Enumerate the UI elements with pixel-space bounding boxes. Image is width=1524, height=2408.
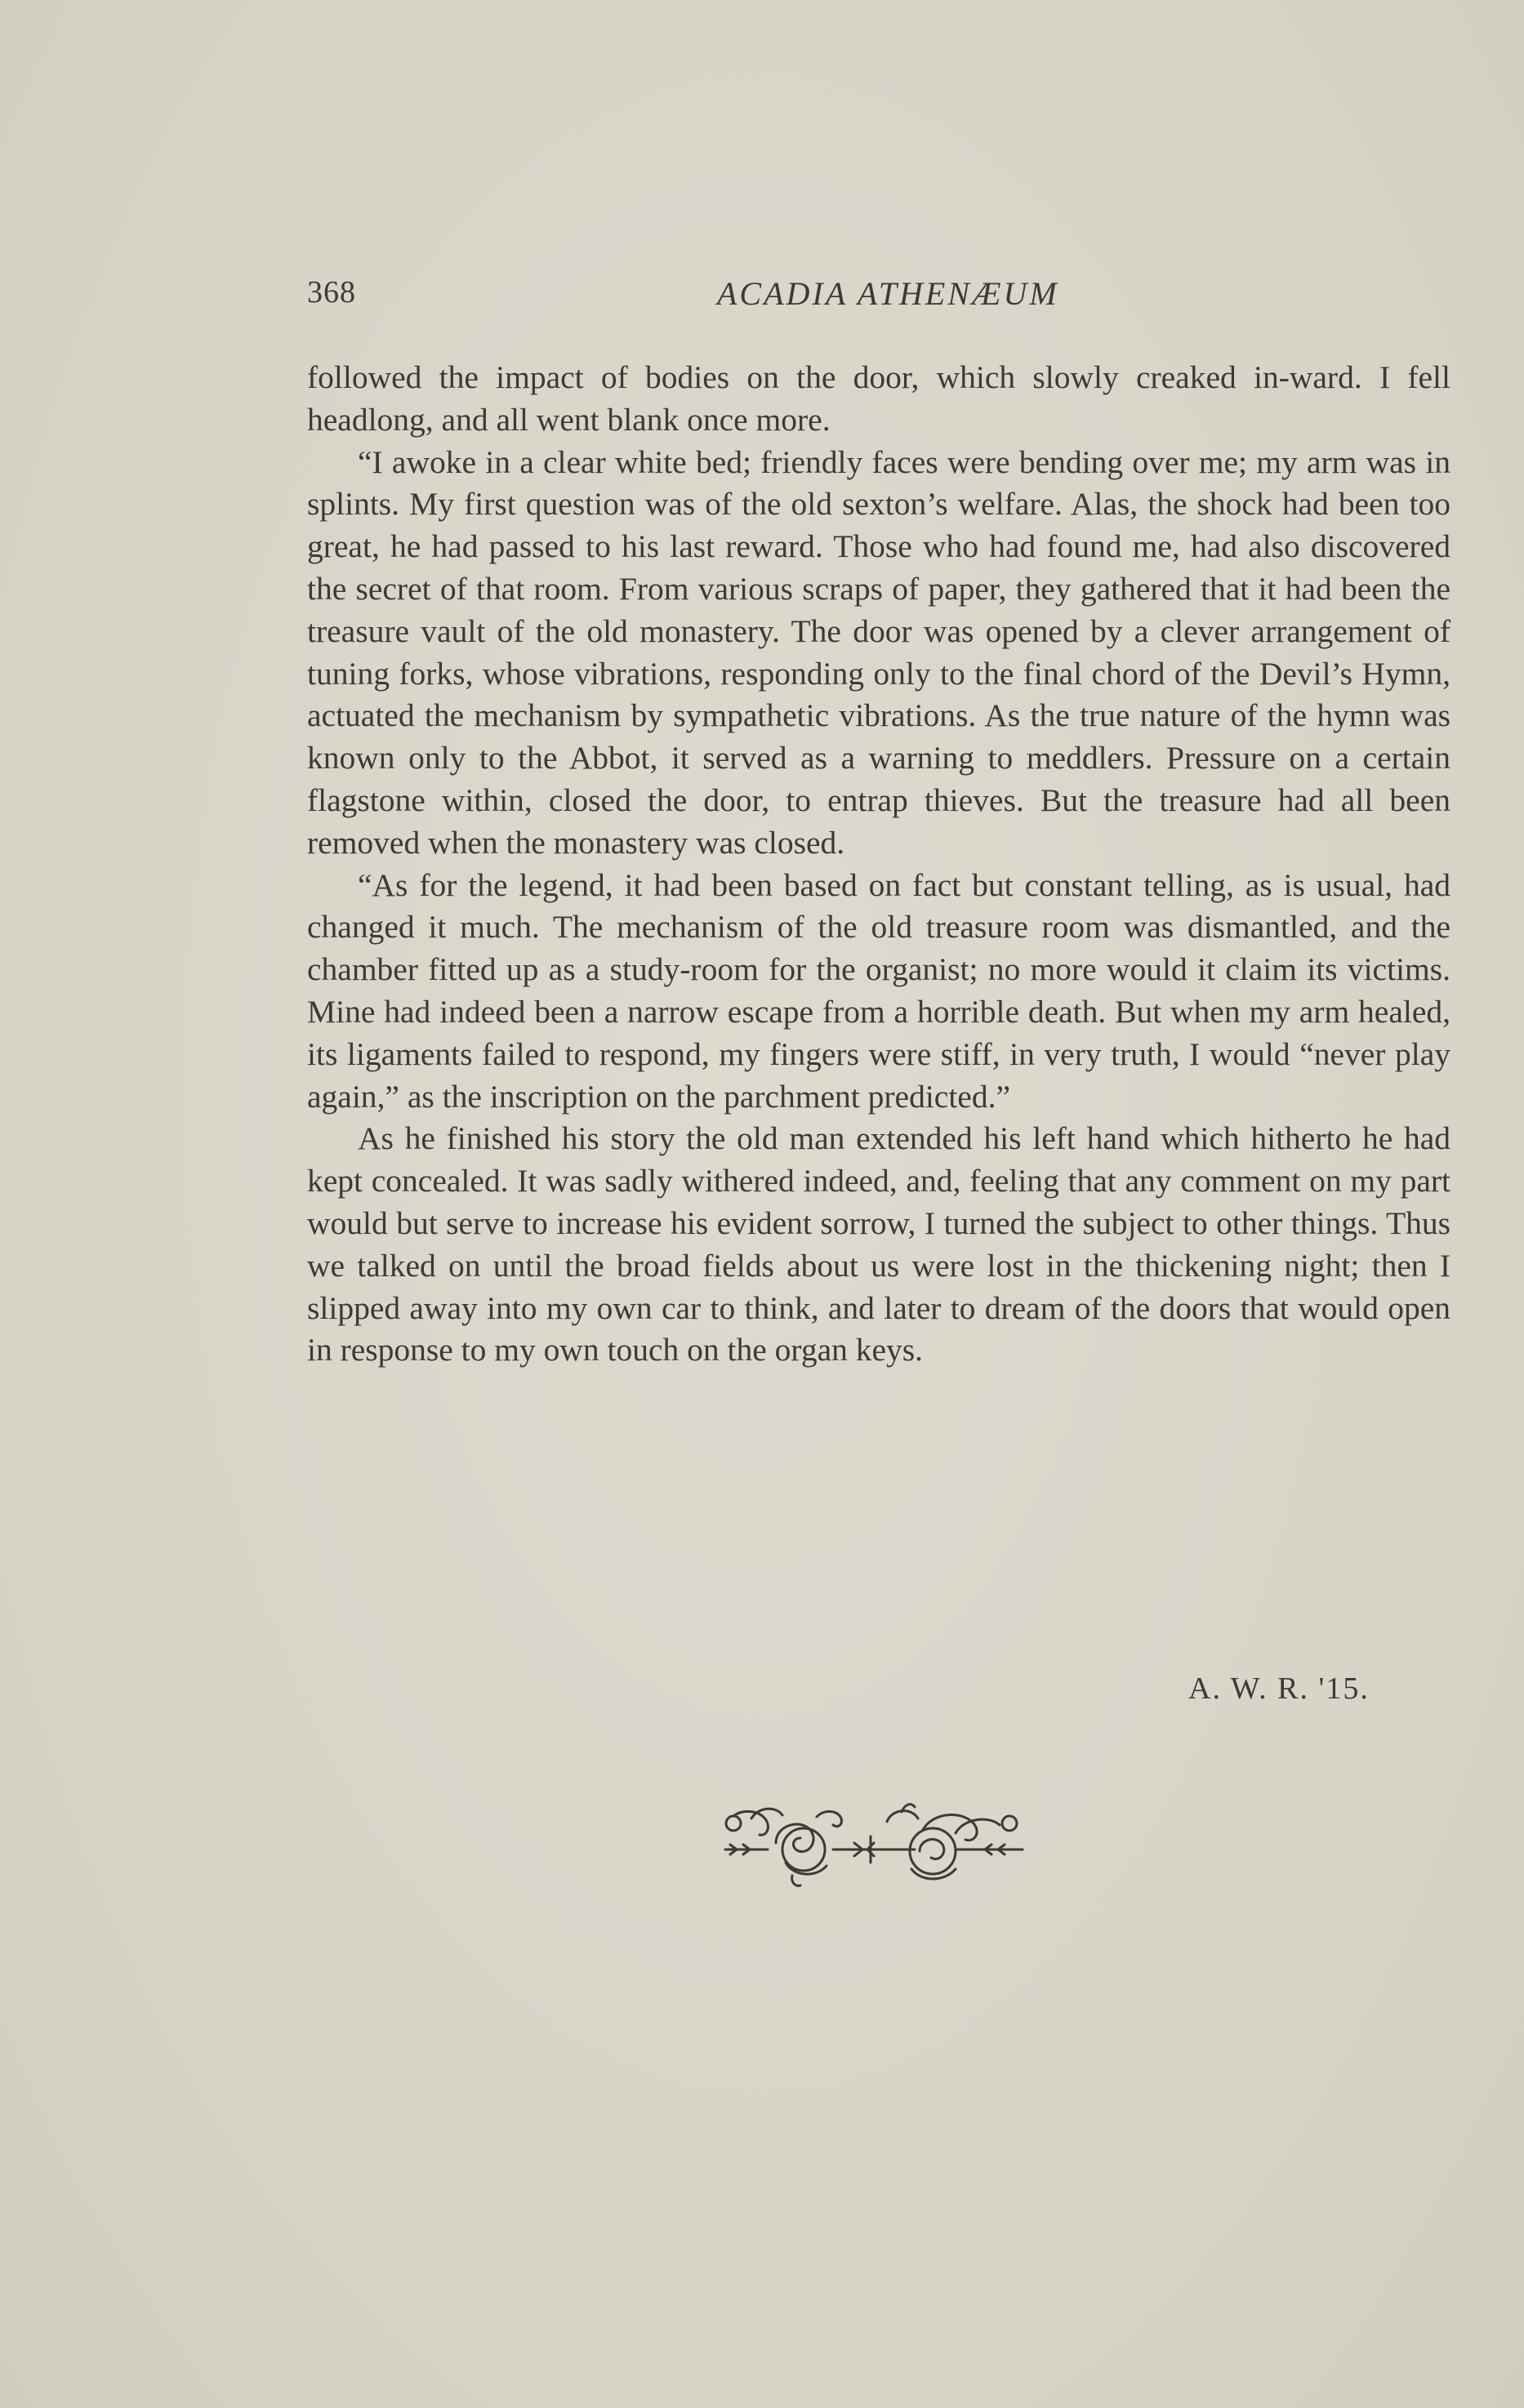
article-body — [307, 357, 1450, 1372]
paragraph-2: “I awoke in a clear white bed; friendly faces were bending over me; my arm was in splints. My first question was of the old sexton’s welfare. Alas, the shock had been too great, he had passed to his last reward. Those who had found me, had also discovered the secret of that room. From various scraps of paper, they gathered that it had been the treasure vault of the old monastery. The door was opened by a clever arrangement of tuning forks, whose vibrations, responding only to the final chord of the Devil’s Hymn, actuated the mechanism by sympathetic vibrations. As the true nature of the hymn was known only to the Abbot, it served as a warning to meddlers. Pressure on a certain flagstone within, closed the door, to entrap thieves. But the treasure had all been removed when the monastery was closed. — [307, 443, 1450, 861]
decorative-ornament — [719, 1800, 1029, 1890]
author-signature: A. W. R. '15. — [1188, 1671, 1370, 1706]
paragraph-1: followed the impact of bodies on the door, which slowly creaked in-ward. I fell headlong, and all went blank once more. — [307, 359, 1450, 438]
page-number: 368 — [307, 275, 356, 309]
paragraph-4: As he finished his story the old man extended his left hand which hitherto he had kept concealed. It was sadly withered indeed, and, feeling that any comment on my part would but serve to increase his evident sorrow, I turned the subject to other things. Thus we talked on until the broad fields about us were lost in the thickening night; then I slipped away into my own car to think, and later to dream of the doors that would open in response to my own touch on the organ keys. — [307, 1120, 1450, 1369]
paragraph-3: “As for the legend, it had been based on fact but constant telling, as is usual, had changed it much. The mechanism of the old treasure room was dismantled, and the chamber fitted up as a study-room for the organist; no more would it claim its victims. Mine had indeed been a narrow escape from a horrible death. But when my arm healed, its ligaments failed to respond, my fingers were stiff, in very truth, I would “never play again,” as the inscription on the parchment predicted.” — [307, 866, 1450, 1115]
page-header — [307, 274, 1450, 315]
running-title: ACADIA ATHENÆUM — [717, 275, 1059, 312]
